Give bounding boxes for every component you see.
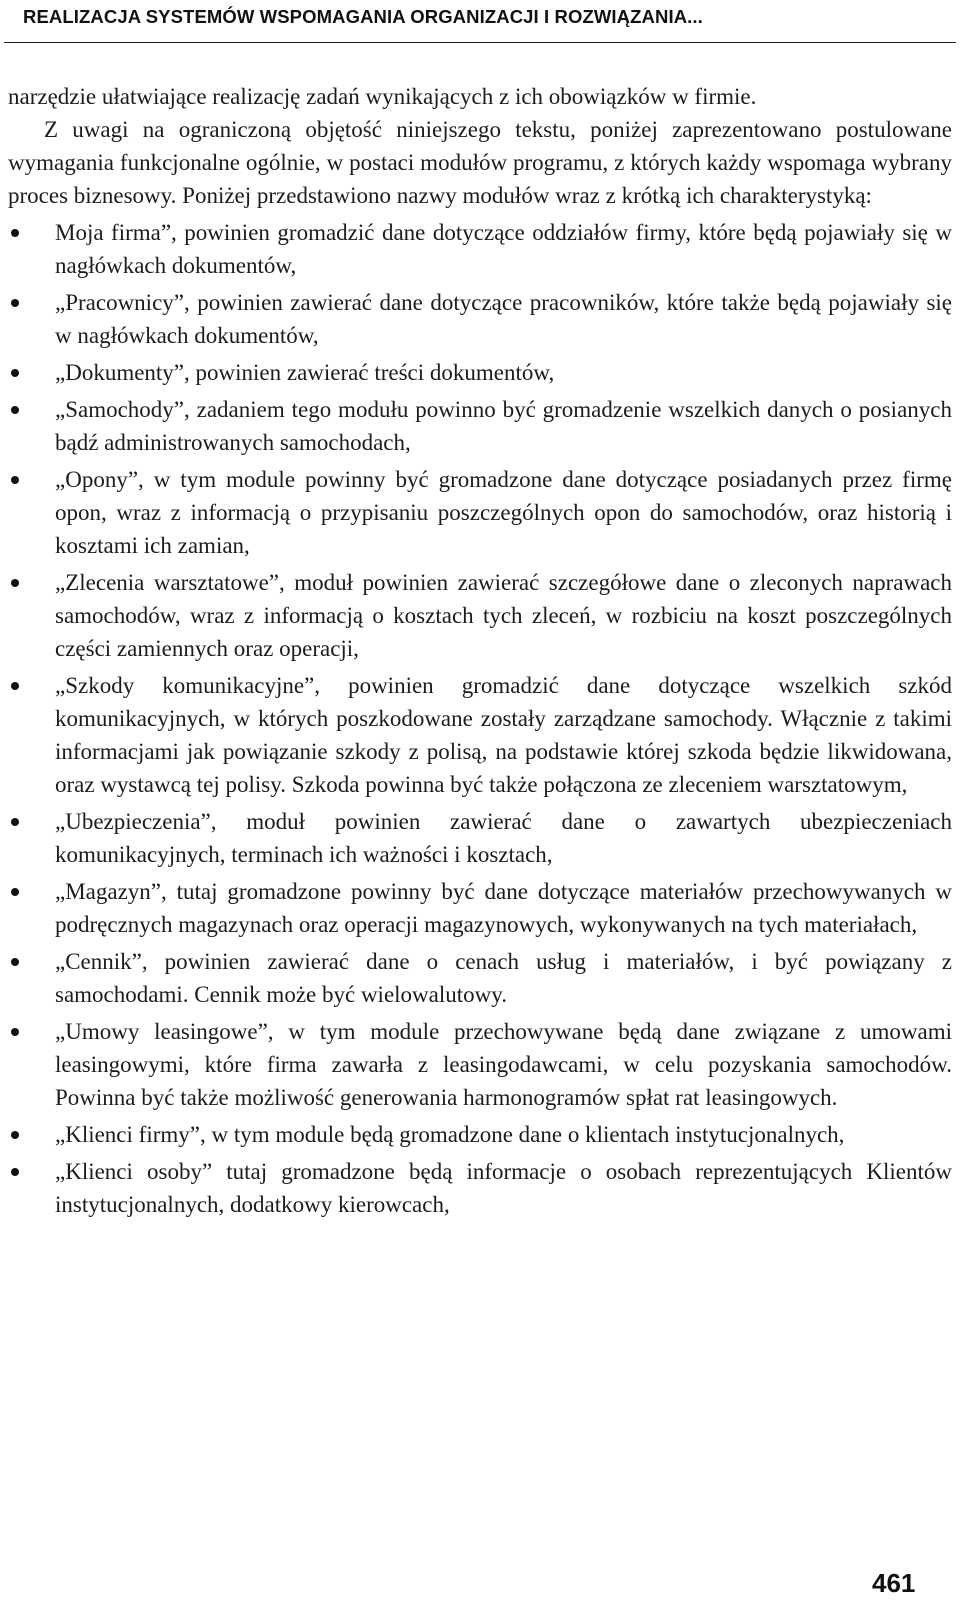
bullet-icon — [11, 406, 19, 414]
list-item — [8, 286, 952, 352]
list-item-text: „Klienci osoby” tutaj gromadzone będą informacje o osobach reprezentujących Klientów instytucjonalnych, dodatkowy kierowcach, — [55, 1159, 952, 1217]
header-divider — [4, 42, 956, 43]
list-item-text: „Umowy leasingowe”, w tym module przechowywane będą dane związane z umowami leasingowymi, które firma zawarła z leasingodawcami, w celu pozyskania samochodów. Powinna być także możliwość generowania harmonogramów spłat rat leasingowych. — [55, 1019, 952, 1110]
list-item-text: „Opony”, w tym module powinny być gromadzone dane dotyczące posiadanych przez firmę opon, wraz z informacją o przypisaniu poszczególnych opon do samochodów, oraz historią i kosztami ich zamian, — [55, 467, 952, 558]
list-item-text: „Klienci firmy”, w tym module będą gromadzone dane o klientach instytucjonalnych, — [55, 1122, 845, 1147]
list-item-text: „Szkody komunikacyjne”, powinien gromadzić dane dotyczące wszelkich szkód komunikacyjnych, w których poszkodowane zostały zarządzane samochody. Włącznie z takimi informacjami jak powiązanie szkody z polisą, na podstawie której szkoda będzie likwidowana, oraz wystawcą tej polisy. Szkoda powinna być także połączona ze zleceniem warsztatowym, — [55, 673, 952, 797]
intro-paragraph: Z uwagi na ograniczoną objętość niniejszego tekstu, poniżej zaprezentowano postulowane wymagania funkcjonalne ogólnie, w postaci modułów programu, z których każdy wspomaga wybrany proces biznesowy. Poniżej przedstawiono nazwy modułów wraz z krótką ich charakterystyką: — [8, 117, 952, 208]
list-item — [8, 463, 952, 562]
bullet-icon — [11, 682, 19, 690]
bullet-icon — [11, 579, 19, 587]
list-item — [8, 1118, 952, 1151]
list-item-text: „Cennik”, powinien zawierać dane o cenach usług i materiałów, i być powiązany z samochodami. Cennik może być wielowalutowy. — [55, 949, 952, 1007]
list-item — [8, 669, 952, 801]
list-item — [8, 566, 952, 665]
list-item-text: Moja firma”, powinien gromadzić dane dotyczące oddziałów firmy, które będą pojawiały się w nagłówkach dokumentów, — [55, 220, 952, 278]
page-body — [8, 80, 952, 1221]
list-item-text: „Zlecenia warsztatowe”, moduł powinien zawierać szczegółowe dane o zleconych naprawach samochodów, wraz z informacją o kosztach tych zleceń, w rozbiciu na koszt poszczególnych części zamiennych oraz operacji, — [55, 570, 952, 661]
running-title: REALIZACJA SYSTEMÓW WSPOMAGANIA ORGANIZACJI I ROZWIĄZANIA... — [23, 6, 703, 27]
running-header — [0, 0, 960, 44]
bullet-icon — [11, 299, 19, 307]
page-number: 461 — [872, 1568, 916, 1598]
list-item-text: „Samochody”, zadaniem tego modułu powinno być gromadzenie wszelkich danych o posianych bądź administrowanych samochodach, — [55, 397, 952, 455]
list-item — [8, 1015, 952, 1114]
bullet-icon — [11, 958, 19, 966]
list-item — [8, 216, 952, 282]
list-item — [8, 393, 952, 459]
list-item — [8, 1155, 952, 1221]
bullet-icon — [11, 1028, 19, 1036]
list-item-text: „Magazyn”, tutaj gromadzone powinny być dane dotyczące materiałów przechowywanych w podręcznych magazynach oraz operacji magazynowych, wykonywanych na tych materiałach, — [55, 879, 952, 937]
bullet-icon — [11, 818, 19, 826]
bullet-icon — [11, 476, 19, 484]
bullet-icon — [11, 888, 19, 896]
list-item-text: „Dokumenty”, powinien zawierać treści dokumentów, — [55, 360, 555, 385]
list-item — [8, 805, 952, 871]
bullet-icon — [11, 229, 19, 237]
list-item-text: „Ubezpieczenia”, moduł powinien zawierać dane o zawartych ubezpieczeniach komunikacyjnych, terminach ich ważności i kosztach, — [55, 809, 952, 867]
continuation-paragraph: narzędzie ułatwiające realizację zadań wynikających z ich obowiązków w firmie. — [8, 84, 757, 109]
list-item — [8, 875, 952, 941]
list-item-text: „Pracownicy”, powinien zawierać dane dotyczące pracowników, które także będą pojawiały się w nagłówkach dokumentów, — [55, 290, 952, 348]
list-item — [8, 945, 952, 1011]
bullet-icon — [11, 369, 19, 377]
module-list — [8, 216, 952, 1221]
list-item — [8, 356, 952, 389]
bullet-icon — [11, 1131, 19, 1139]
bullet-icon — [11, 1168, 19, 1176]
